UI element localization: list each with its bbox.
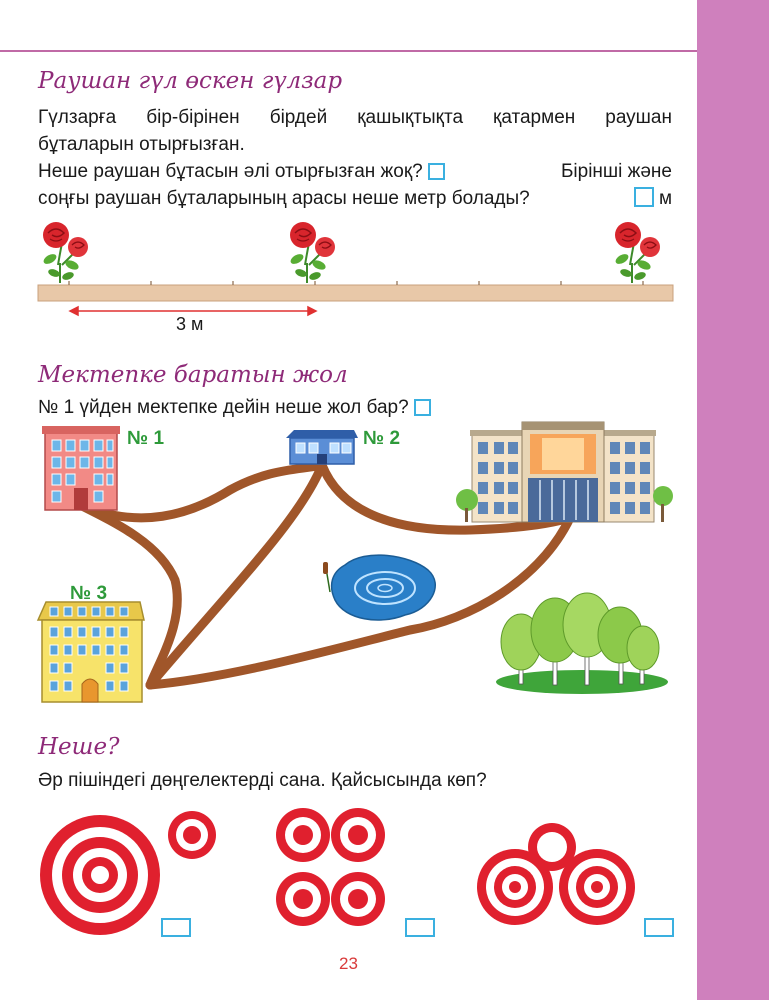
- roses-line-3b: Бірінші және: [560, 161, 672, 182]
- roses-unit: м: [658, 188, 672, 209]
- page-side-band: [697, 0, 769, 1000]
- house-3-illustration: [38, 602, 144, 702]
- house-2-illustration: [286, 430, 358, 464]
- roses-ruler-illustration: [0, 205, 697, 335]
- page-number: 23: [339, 954, 358, 973]
- section-title-roses: Раушан гүл өскен гүлзар: [38, 68, 343, 94]
- roses-line-3-group: [38, 158, 445, 185]
- section-title-circles: Неше?: [38, 734, 120, 760]
- house-1-illustration: [42, 426, 120, 510]
- circle-figure-2: [276, 808, 385, 926]
- answer-box-roses-count[interactable]: [428, 163, 445, 180]
- road-question: № 1 үйден мектепке дейін неше жол бар?: [38, 397, 409, 418]
- top-rule: [0, 50, 697, 52]
- roses-line-2: бұталарын отырғызған.: [38, 134, 245, 155]
- answer-box-figure-1[interactable]: [161, 918, 191, 937]
- roses-line-1: Гүлзарға бір-бірінен бірдей қашықтықта қатармен раушан: [38, 107, 672, 128]
- circles-illustration: [0, 805, 697, 945]
- rose-bush-2: [289, 222, 335, 283]
- answer-box-roses-distance[interactable]: [634, 187, 654, 207]
- flowerbed-strip: [38, 285, 673, 301]
- school-illustration: [456, 422, 673, 522]
- roses-task-text: [38, 104, 672, 212]
- circle-figure-3: [477, 823, 635, 925]
- distance-label: 3 м: [176, 314, 204, 334]
- pond: [323, 555, 435, 620]
- road-question-row: [38, 394, 672, 421]
- birch-trees-illustration: [496, 593, 668, 694]
- roses-line-3-row: [38, 158, 672, 185]
- answer-box-figure-3[interactable]: [644, 918, 674, 937]
- answer-box-road-count[interactable]: [414, 399, 431, 416]
- house-2-label: № 2: [363, 428, 401, 449]
- roses-question-2: соңғы раушан бұталарының арасы неше метр болады?: [38, 188, 530, 209]
- house-1-label: № 1: [127, 428, 165, 449]
- road-map-illustration: [0, 420, 697, 710]
- answer-box-figure-2[interactable]: [405, 918, 435, 937]
- rose-bush-1: [42, 222, 88, 283]
- house-3-label: № 3: [70, 583, 108, 604]
- circle-figure-1: [40, 811, 216, 935]
- section-title-road: Мектепке баратын жол: [38, 362, 348, 388]
- circles-question: Әр пішіндегі дөңгелектерді сана. Қайсысында көп?: [38, 770, 487, 791]
- roses-question-1: Неше раушан бұтасын әлі отырғызған жоқ?: [38, 161, 423, 182]
- ruler-ticks: [69, 281, 643, 285]
- rose-bush-3: [614, 222, 660, 283]
